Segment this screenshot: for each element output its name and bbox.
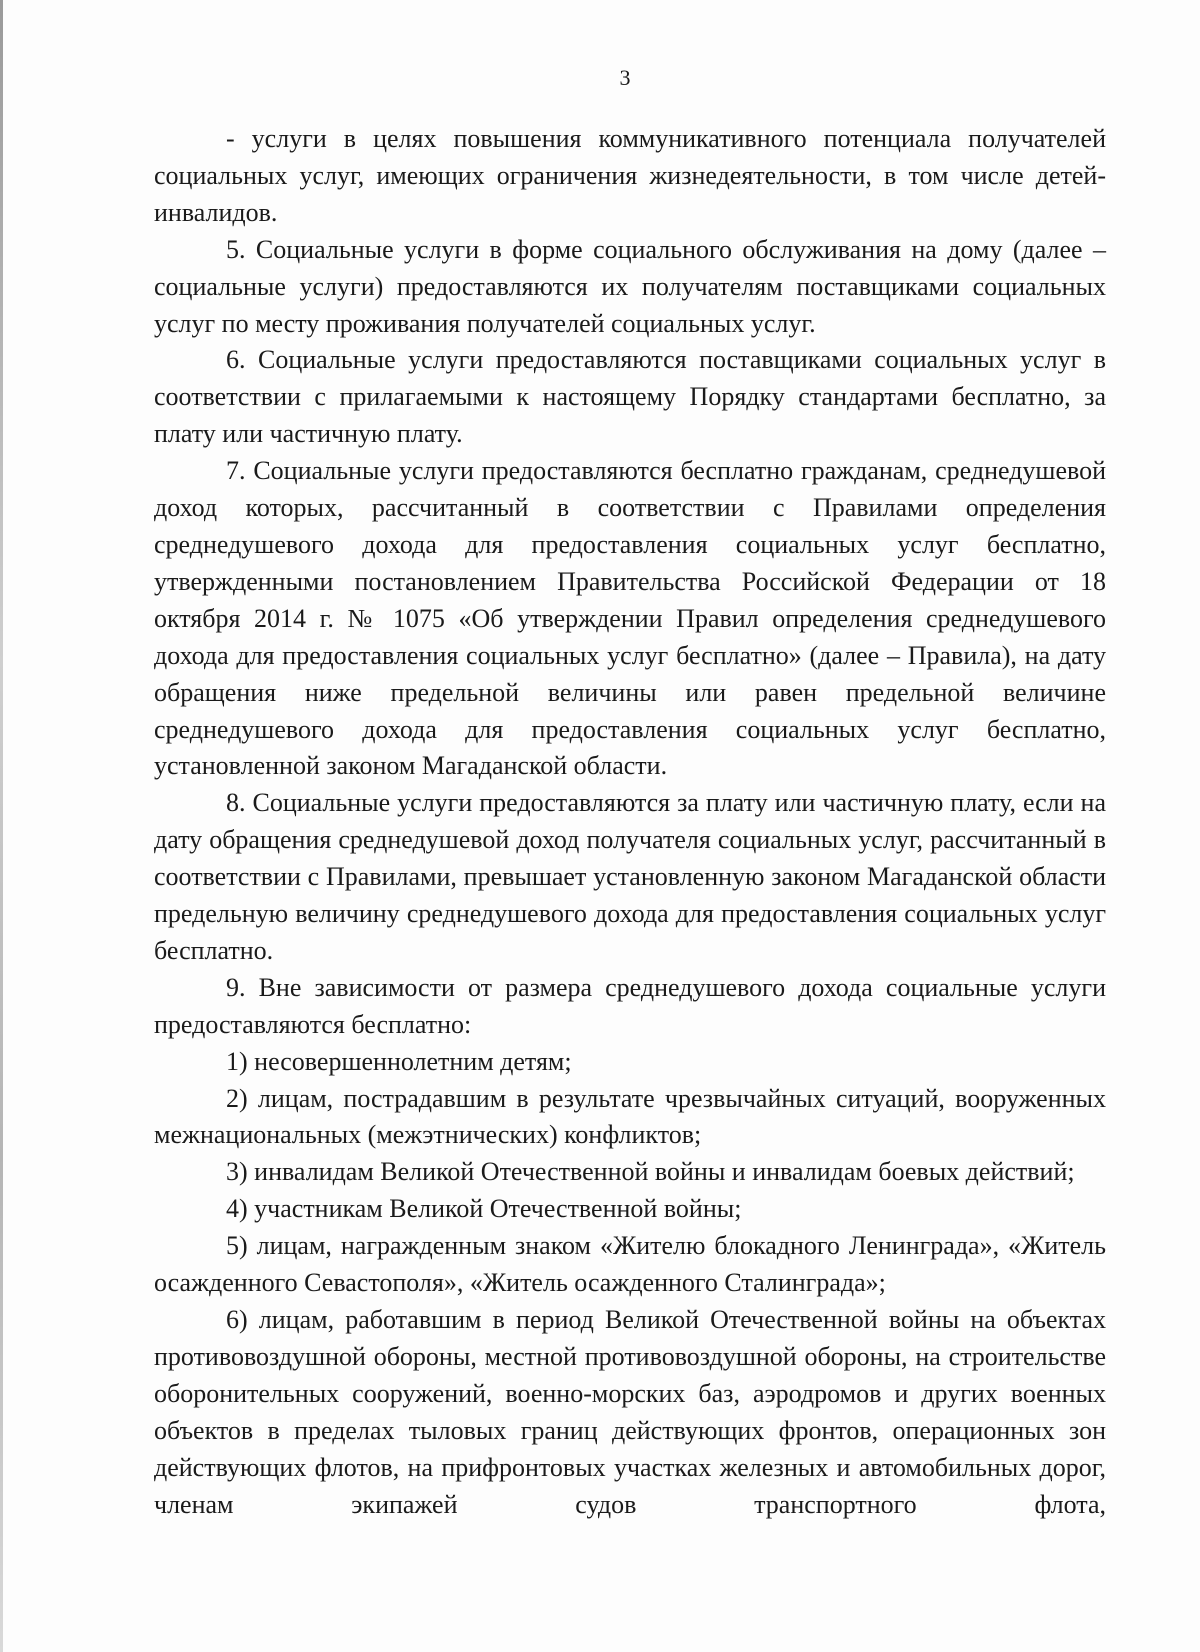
- list-item-4: 4) участникам Великой Отечественной войны;: [226, 1194, 742, 1224]
- list-item-6: 6) лицам, работавшим в период Великой Отечественной войны на объектах противовоздушной обороны, местной противовоздушной обороны, на строительстве оборонительных сооружений, военно-морских баз, аэродромов и других военных объектов в пределах тыловых границ действующих фронтов, операционных зон действующих флотов, на прифронтовых участках железных и автомобильных дорог, членам экипажей судов транспортного флота,: [154, 1305, 1106, 1519]
- paragraph-item-7: 7. Социальные услуги предоставляются бесплатно гражданам, среднедушевой доход которых, рассчитанный в соответствии с Правилами определения среднедушевого дохода для предоставления социальных услуг бесплатно, утвержденными постановлением Правительства Российской Федерации от 18 октября 2014 г. № 1075 «Об утверждении Правил определения среднедушевого дохода для предоставления социальных услуг бесплатно» (далее – Правила), на дату обращения ниже предельной величины или равен предельной величине среднедушевого дохода для предоставления социальных услуг бесплатно, установленной законом Магаданской области.: [154, 456, 1106, 781]
- scan-left-edge: [0, 0, 3, 1652]
- paragraph-item-8: 8. Социальные услуги предоставляются за плату или частичную плату, если на дату обращения среднедушевой доход получателя социальных услуг, рассчитанный в соответствии с Правилами, превышает установленную законом Магаданской области предельную величину среднедушевого дохода для предоставления социальных услуг бесплатно.: [154, 788, 1106, 965]
- list-item-2: 2) лицам, пострадавшим в результате чрезвычайных ситуаций, вооруженных межнациональных (межэтнических) конфликтов;: [154, 1083, 1106, 1150]
- paragraph-item-9: 9. Вне зависимости от размера среднедушевого дохода социальные услуги предоставляются бесплатно:: [154, 972, 1106, 1039]
- list-item-3: 3) инвалидам Великой Отечественной войны и инвалидам боевых действий;: [226, 1157, 1075, 1187]
- paragraph-item-5: 5. Социальные услуги в форме социального обслуживания на дому (далее – социальные услуги) предоставляются их получателям поставщиками социальных услуг по месту проживания получателей социальных услуг.: [154, 234, 1106, 338]
- list-item-1: 1) несовершеннолетним детям;: [226, 1046, 572, 1076]
- paragraph-item-6: 6. Социальные услуги предоставляются поставщиками социальных услуг в соответствии с прилагаемыми к настоящему Порядку стандартами бесплатно, за плату или частичную плату.: [154, 345, 1106, 449]
- paragraph-communication-services: - услуги в целях повышения коммуникативного потенциала получателей социальных услуг, имеющих ограничения жизнедеятельности, в том числе детей-инвалидов.: [154, 124, 1106, 227]
- document-body: [154, 121, 1106, 1523]
- page-number: 3: [619, 65, 631, 90]
- list-item-5: 5) лицам, награжденным знаком «Жителю блокадного Ленинграда», «Житель осажденного Севастополя», «Житель осажденного Сталинграда»;: [154, 1231, 1106, 1298]
